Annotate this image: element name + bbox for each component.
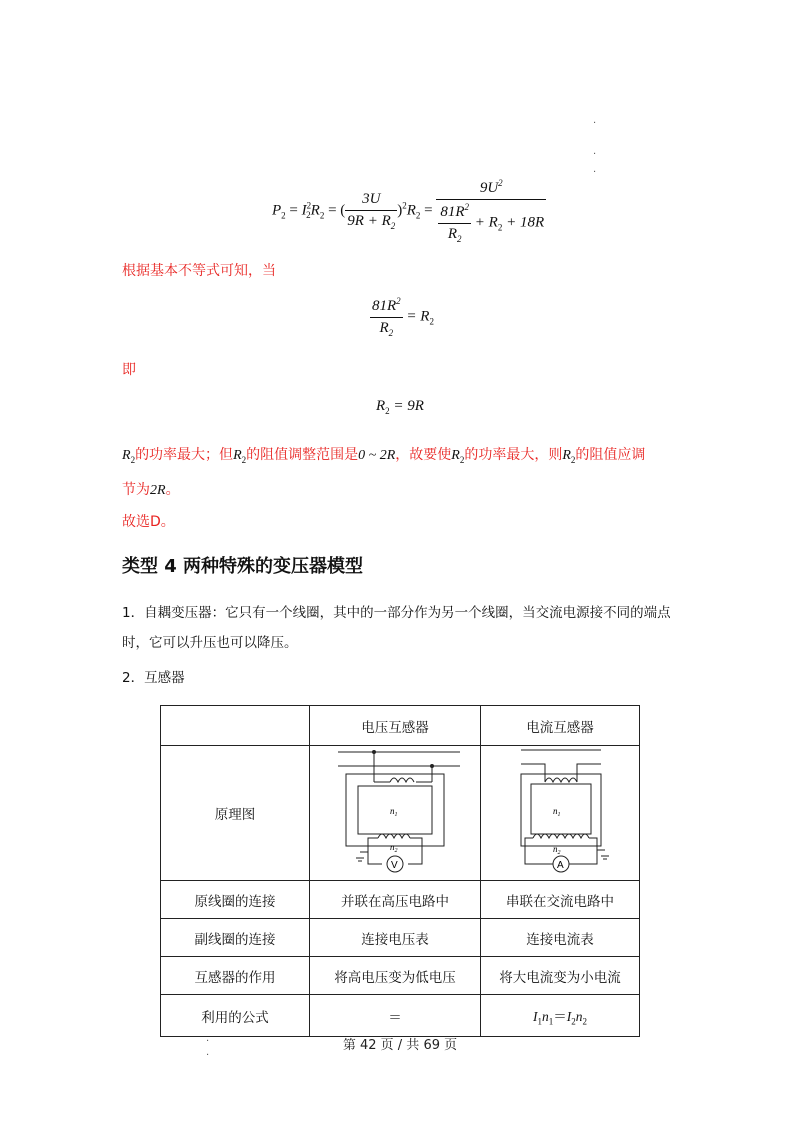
sub: 2 (281, 210, 286, 221)
header-cell-current: 电流互感器 (481, 706, 640, 746)
var-n: n (542, 1008, 549, 1024)
core-outer (346, 774, 444, 846)
sub: 2 (388, 328, 394, 338)
rhs: = 9R (389, 398, 424, 414)
current-cell: 串联在交流电路中 (481, 881, 640, 919)
var-i: I (533, 1008, 538, 1024)
text: 的阻值调整范围是 (246, 447, 359, 463)
sup: 2 (306, 200, 312, 211)
table-row (161, 919, 640, 957)
var-r: R (562, 448, 571, 463)
fraction-2 (436, 178, 546, 244)
frac-den (438, 224, 471, 244)
text: 节为 (122, 481, 150, 498)
answer-text: 故选D。 (122, 514, 175, 530)
formula-equality (370, 296, 434, 338)
frac-num-text: 81R (372, 298, 397, 314)
text: 。 (165, 481, 180, 498)
sup: 2 (464, 202, 470, 212)
frac-den (345, 211, 397, 231)
range: 0 ~ 2R (358, 448, 396, 463)
margin-dot: . (593, 146, 597, 157)
sub: 2 (429, 316, 434, 327)
voltage-diagram-cell (310, 746, 481, 881)
table-row-diagram (161, 746, 640, 881)
text: ，故要使 (395, 447, 452, 463)
wire (569, 838, 597, 864)
var-r: R (376, 398, 386, 414)
page-footer: 第 42 页 / 共 69 页 (342, 1038, 458, 1053)
voltage-cell: 连接电压表 (310, 919, 481, 957)
primary-coil (390, 778, 414, 782)
sub: 2 (497, 222, 503, 233)
label-n2: $n_2$ (553, 844, 561, 856)
header-cell-empty (161, 706, 310, 746)
item-2-text: 2．互感器 (122, 670, 185, 686)
frac-den-text: 9R + R (347, 213, 391, 229)
current-cell: 连接电流表 (481, 919, 640, 957)
var-n: n (575, 1008, 583, 1024)
sub: 2 (385, 406, 390, 416)
inequality-text: 根据基本不等式可知，当 (122, 263, 276, 279)
sub: 2 (241, 454, 247, 465)
sup: 2 (396, 296, 401, 306)
var-r: R (406, 202, 416, 219)
sub: 2 (459, 454, 465, 465)
var-r: R (310, 202, 320, 219)
var-r: R (233, 448, 242, 463)
core-inner (358, 786, 432, 834)
row-label: 原线圈的连接 (161, 881, 310, 919)
sup: 2 (498, 178, 503, 188)
frac-num: 3U (345, 191, 397, 211)
sup: 2 (402, 200, 407, 211)
secondary-coil (378, 834, 410, 838)
wire (525, 838, 553, 864)
label-n2: $n_2$ (390, 842, 398, 854)
term: + R (471, 214, 498, 231)
table-row (161, 881, 640, 919)
value: 2R (150, 482, 166, 498)
current-transformer-diagram (481, 746, 639, 876)
margin-dot: . (593, 164, 597, 175)
fraction (370, 296, 403, 338)
voltage-cell: 将高电压变为低电压 (310, 957, 481, 995)
frac-den-text: R (447, 226, 458, 242)
diagram-label-cell: 原理图 (161, 746, 310, 881)
var-r: R (122, 448, 131, 463)
var-p: P (272, 202, 282, 219)
text: 的功率最大；但 (135, 447, 234, 463)
sub: 2 (457, 234, 462, 244)
frac-num-text: 81R (440, 204, 465, 220)
sub: 2 (582, 1016, 587, 1027)
rhs: = R (402, 308, 430, 325)
fraction-1 (345, 191, 397, 231)
equals: ＝ (553, 1008, 567, 1024)
equals: = (420, 202, 437, 219)
var-r: R (451, 448, 460, 463)
row-label: 副线圈的连接 (161, 919, 310, 957)
transformer-table (160, 705, 640, 1037)
table-row-formula (161, 995, 640, 1037)
current-diagram-cell (481, 746, 640, 881)
sub: 2 (319, 210, 325, 221)
text: 的功率最大，则 (464, 447, 563, 463)
junction (372, 750, 376, 754)
paren: ) (397, 202, 403, 219)
junction (430, 764, 434, 768)
table-row (161, 957, 640, 995)
header-cell-voltage: 电压互感器 (310, 706, 481, 746)
equals: = ( (324, 202, 346, 219)
wire (577, 764, 601, 782)
voltage-formula-cell: ＝ (310, 995, 481, 1037)
ammeter-label: A (557, 860, 564, 871)
var-i: I (301, 202, 307, 219)
primary-coil (545, 778, 577, 782)
sub: 2 (570, 454, 576, 465)
sub: 1 (548, 1016, 554, 1027)
item-1-text: 1．自耦变压器：它只有一个线圈，其中的一部分作为另一个线圈，当交流电源接不同的端点时，它可以升压也可以降压。 (122, 605, 671, 651)
margin-dot: . (206, 1047, 210, 1058)
frac-num (370, 296, 403, 318)
voltmeter-label: V (391, 860, 398, 871)
wire (408, 838, 422, 864)
formula-power (272, 178, 546, 244)
voltage-transformer-diagram (310, 746, 480, 876)
formula-r2 (376, 398, 424, 416)
sub: 2 (130, 454, 136, 465)
term: + 18R (502, 214, 545, 231)
section-heading: 类型 4 两种特殊的变压器模型 (122, 556, 364, 577)
core-outer (521, 774, 601, 846)
secondary-coil (533, 834, 589, 838)
core-inner (531, 784, 591, 834)
frac-num (436, 178, 546, 200)
row-label: 利用的公式 (161, 995, 310, 1037)
wire (521, 764, 545, 782)
frac-num-text: 9U (479, 180, 499, 196)
frac-den (370, 318, 403, 338)
sub: 2 (306, 210, 311, 221)
sub: 2 (571, 1016, 576, 1027)
conclusion-paragraph (122, 440, 692, 506)
margin-dot: . (206, 1033, 210, 1044)
current-formula-cell (481, 995, 640, 1037)
margin-dot: . (593, 115, 597, 126)
equals: = (285, 202, 302, 219)
ji-text: 即 (122, 362, 136, 378)
frac-den-text: R (379, 320, 389, 336)
current-cell: 将大电流变为小电流 (481, 957, 640, 995)
text: 的阻值应调 (575, 447, 646, 463)
sub: 1 (537, 1016, 542, 1027)
sub: 2 (390, 221, 396, 231)
voltage-cell: 并联在高压电路中 (310, 881, 481, 919)
sub: 2 (415, 210, 421, 221)
frac-num (438, 202, 471, 224)
label-n1: $n_1$ (553, 806, 561, 818)
wire (368, 838, 382, 864)
inner-fraction (438, 202, 471, 244)
table-header-row (161, 706, 640, 746)
frac-den (436, 200, 546, 244)
var-i: I (566, 1008, 572, 1024)
label-n1: $n_1$ (390, 806, 398, 818)
row-label: 互感器的作用 (161, 957, 310, 995)
